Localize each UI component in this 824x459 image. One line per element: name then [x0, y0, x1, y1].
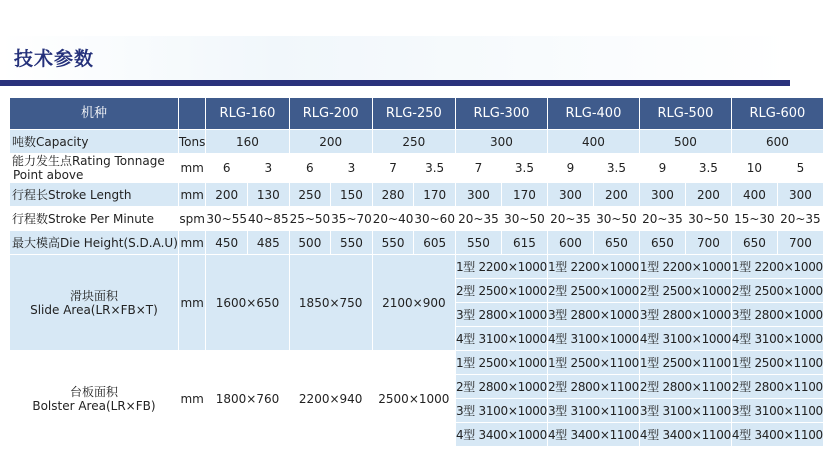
type-cell: 2型 2500×1000 [639, 279, 731, 303]
type-cell: 3型 3100×1100 [547, 399, 639, 423]
table-cell: 200 [593, 183, 639, 207]
table-cell: 200 [685, 183, 731, 207]
table-row-capacity [10, 130, 824, 154]
table-row-die-height [10, 231, 824, 255]
table-cell: 3.5 [414, 154, 456, 183]
header-model: RLG-160 [206, 98, 289, 130]
type-cell: 3型 2800×1000 [731, 303, 823, 327]
type-cell: 4型 3400×1000 [455, 423, 547, 447]
table-cell: 2100×900 [372, 255, 455, 351]
table-cell: 30~55 [206, 207, 248, 231]
table-cell: 485 [247, 231, 289, 255]
table-cell: 3.5 [593, 154, 639, 183]
table-cell: 20~40 [372, 207, 414, 231]
table-row-bolster-area [10, 351, 824, 375]
table-cell: 1850×750 [289, 255, 372, 351]
row-label-line1: 能力发生点Rating Tonnage [12, 154, 165, 168]
header-model: RLG-500 [639, 98, 731, 130]
table-cell: 3.5 [501, 154, 547, 183]
row-unit: spm [178, 207, 206, 231]
table-cell: 3.5 [685, 154, 731, 183]
table-cell: 1600×650 [206, 255, 289, 351]
table-cell: 300 [777, 183, 823, 207]
table-cell: 3 [331, 154, 373, 183]
row-label [10, 154, 179, 183]
type-cell: 4型 3100×1000 [731, 327, 823, 351]
header-model: RLG-250 [372, 98, 455, 130]
row-label: 行程长Stroke Length [10, 183, 179, 207]
table-cell: 400 [731, 183, 777, 207]
type-cell: 4型 3100×1000 [455, 327, 547, 351]
bolster-area-label-cn: 台板面积 [69, 384, 118, 399]
table-cell: 30~50 [593, 207, 639, 231]
type-cell: 1型 2200×1000 [547, 255, 639, 279]
section-header [0, 36, 790, 80]
type-cell: 3型 3100×1000 [455, 399, 547, 423]
row-unit: mm [178, 154, 206, 183]
table-cell: 15~30 [731, 207, 777, 231]
table-cell: 600 [547, 231, 593, 255]
slide-area-label-en: Slide Area(LR×FB×T) [30, 302, 158, 317]
table-cell: 300 [639, 183, 685, 207]
table-cell: 450 [206, 231, 248, 255]
table-cell: 5 [777, 154, 823, 183]
type-cell: 4型 3100×1000 [639, 327, 731, 351]
table-cell: 700 [777, 231, 823, 255]
table-row-slide-area [10, 255, 824, 279]
type-cell: 1型 2200×1000 [455, 255, 547, 279]
table-cell: 160 [206, 130, 289, 154]
row-unit: mm [178, 183, 206, 207]
type-cell: 3型 2800×1000 [547, 303, 639, 327]
type-cell: 3型 2800×1000 [455, 303, 547, 327]
bolster-area-label [10, 351, 179, 447]
type-cell: 4型 3400×1100 [731, 423, 823, 447]
header-model: RLG-300 [455, 98, 547, 130]
type-cell: 3型 3100×1100 [639, 399, 731, 423]
table-cell: 300 [455, 130, 547, 154]
type-cell: 2型 2800×1100 [731, 375, 823, 399]
table-cell: 600 [731, 130, 823, 154]
type-cell: 2型 2500×1000 [455, 279, 547, 303]
table-cell: 700 [685, 231, 731, 255]
row-unit: Tons [178, 130, 206, 154]
table-cell: 7 [455, 154, 501, 183]
table-cell: 650 [731, 231, 777, 255]
table-cell: 40~85 [247, 207, 289, 231]
table-cell: 200 [206, 183, 248, 207]
table-cell: 6 [206, 154, 248, 183]
table-cell: 300 [547, 183, 593, 207]
header-model: RLG-200 [289, 98, 372, 130]
table-cell: 2500×1000 [372, 351, 455, 447]
row-unit: mm [178, 351, 206, 447]
type-cell: 1型 2200×1000 [731, 255, 823, 279]
row-label-line2: Point above [13, 168, 84, 182]
table-cell: 3 [247, 154, 289, 183]
table-cell: 30~50 [501, 207, 547, 231]
type-cell: 2型 2800×1000 [455, 375, 547, 399]
row-unit: mm [178, 231, 206, 255]
table-cell: 20~35 [547, 207, 593, 231]
table-cell: 250 [289, 183, 331, 207]
type-cell: 1型 2200×1000 [639, 255, 731, 279]
header-unit-cell [178, 98, 206, 130]
table-cell: 170 [501, 183, 547, 207]
type-cell: 1型 2500×1100 [639, 351, 731, 375]
type-cell: 4型 3400×1100 [639, 423, 731, 447]
type-cell: 1型 2500×1100 [547, 351, 639, 375]
table-cell: 150 [331, 183, 373, 207]
row-label: 行程数Stroke Per Minute [10, 207, 179, 231]
table-cell: 400 [547, 130, 639, 154]
table-cell: 250 [372, 130, 455, 154]
type-cell: 4型 3100×1000 [547, 327, 639, 351]
section-title: 技术参数 [14, 48, 95, 70]
type-cell: 3型 2800×1000 [639, 303, 731, 327]
type-cell: 4型 3400×1100 [547, 423, 639, 447]
header-model: RLG-600 [731, 98, 823, 130]
type-cell: 1型 2500×1100 [731, 351, 823, 375]
table-cell: 500 [639, 130, 731, 154]
table-cell: 650 [593, 231, 639, 255]
table-cell: 550 [455, 231, 501, 255]
header-model: RLG-400 [547, 98, 639, 130]
table-cell: 170 [414, 183, 456, 207]
table-cell: 30~50 [685, 207, 731, 231]
table-cell: 605 [414, 231, 456, 255]
table-cell: 1800×760 [206, 351, 289, 447]
table-cell: 7 [372, 154, 414, 183]
table-cell: 30~60 [414, 207, 456, 231]
table-cell: 550 [372, 231, 414, 255]
row-unit: mm [178, 255, 206, 351]
bolster-area-label-en: Bolster Area(LR×FB) [32, 398, 156, 413]
table-cell: 20~35 [639, 207, 685, 231]
slide-area-label [10, 255, 179, 351]
table-cell: 20~35 [455, 207, 501, 231]
type-cell: 2型 2800×1100 [547, 375, 639, 399]
table-cell: 550 [331, 231, 373, 255]
table-cell: 20~35 [777, 207, 823, 231]
table-cell: 2200×940 [289, 351, 372, 447]
table-cell: 615 [501, 231, 547, 255]
table-cell: 500 [289, 231, 331, 255]
table-row-stroke-length [10, 183, 824, 207]
header-model-label: 机种 [10, 98, 179, 130]
table-cell: 10 [731, 154, 777, 183]
spec-table [9, 97, 824, 447]
type-cell: 1型 2500×1000 [455, 351, 547, 375]
table-cell: 6 [289, 154, 331, 183]
table-cell: 9 [639, 154, 685, 183]
header-divider [0, 80, 790, 86]
slide-area-label-cn: 滑块面积 [69, 288, 118, 303]
table-cell: 130 [247, 183, 289, 207]
table-row-rating-point [10, 154, 824, 183]
table-cell: 25~50 [289, 207, 331, 231]
table-row-strokes-per-minute [10, 207, 824, 231]
table-header-row [10, 98, 824, 130]
table-cell: 300 [455, 183, 501, 207]
type-cell: 2型 2500×1000 [731, 279, 823, 303]
type-cell: 2型 2800×1100 [639, 375, 731, 399]
table-cell: 35~70 [331, 207, 373, 231]
row-label: 最大模高Die Height(S.D.A.U) [10, 231, 179, 255]
table-cell: 9 [547, 154, 593, 183]
type-cell: 3型 3100×1100 [731, 399, 823, 423]
table-cell: 280 [372, 183, 414, 207]
type-cell: 2型 2500×1000 [547, 279, 639, 303]
table-cell: 650 [639, 231, 685, 255]
table-cell: 200 [289, 130, 372, 154]
row-label: 吨数Capacity [10, 130, 179, 154]
